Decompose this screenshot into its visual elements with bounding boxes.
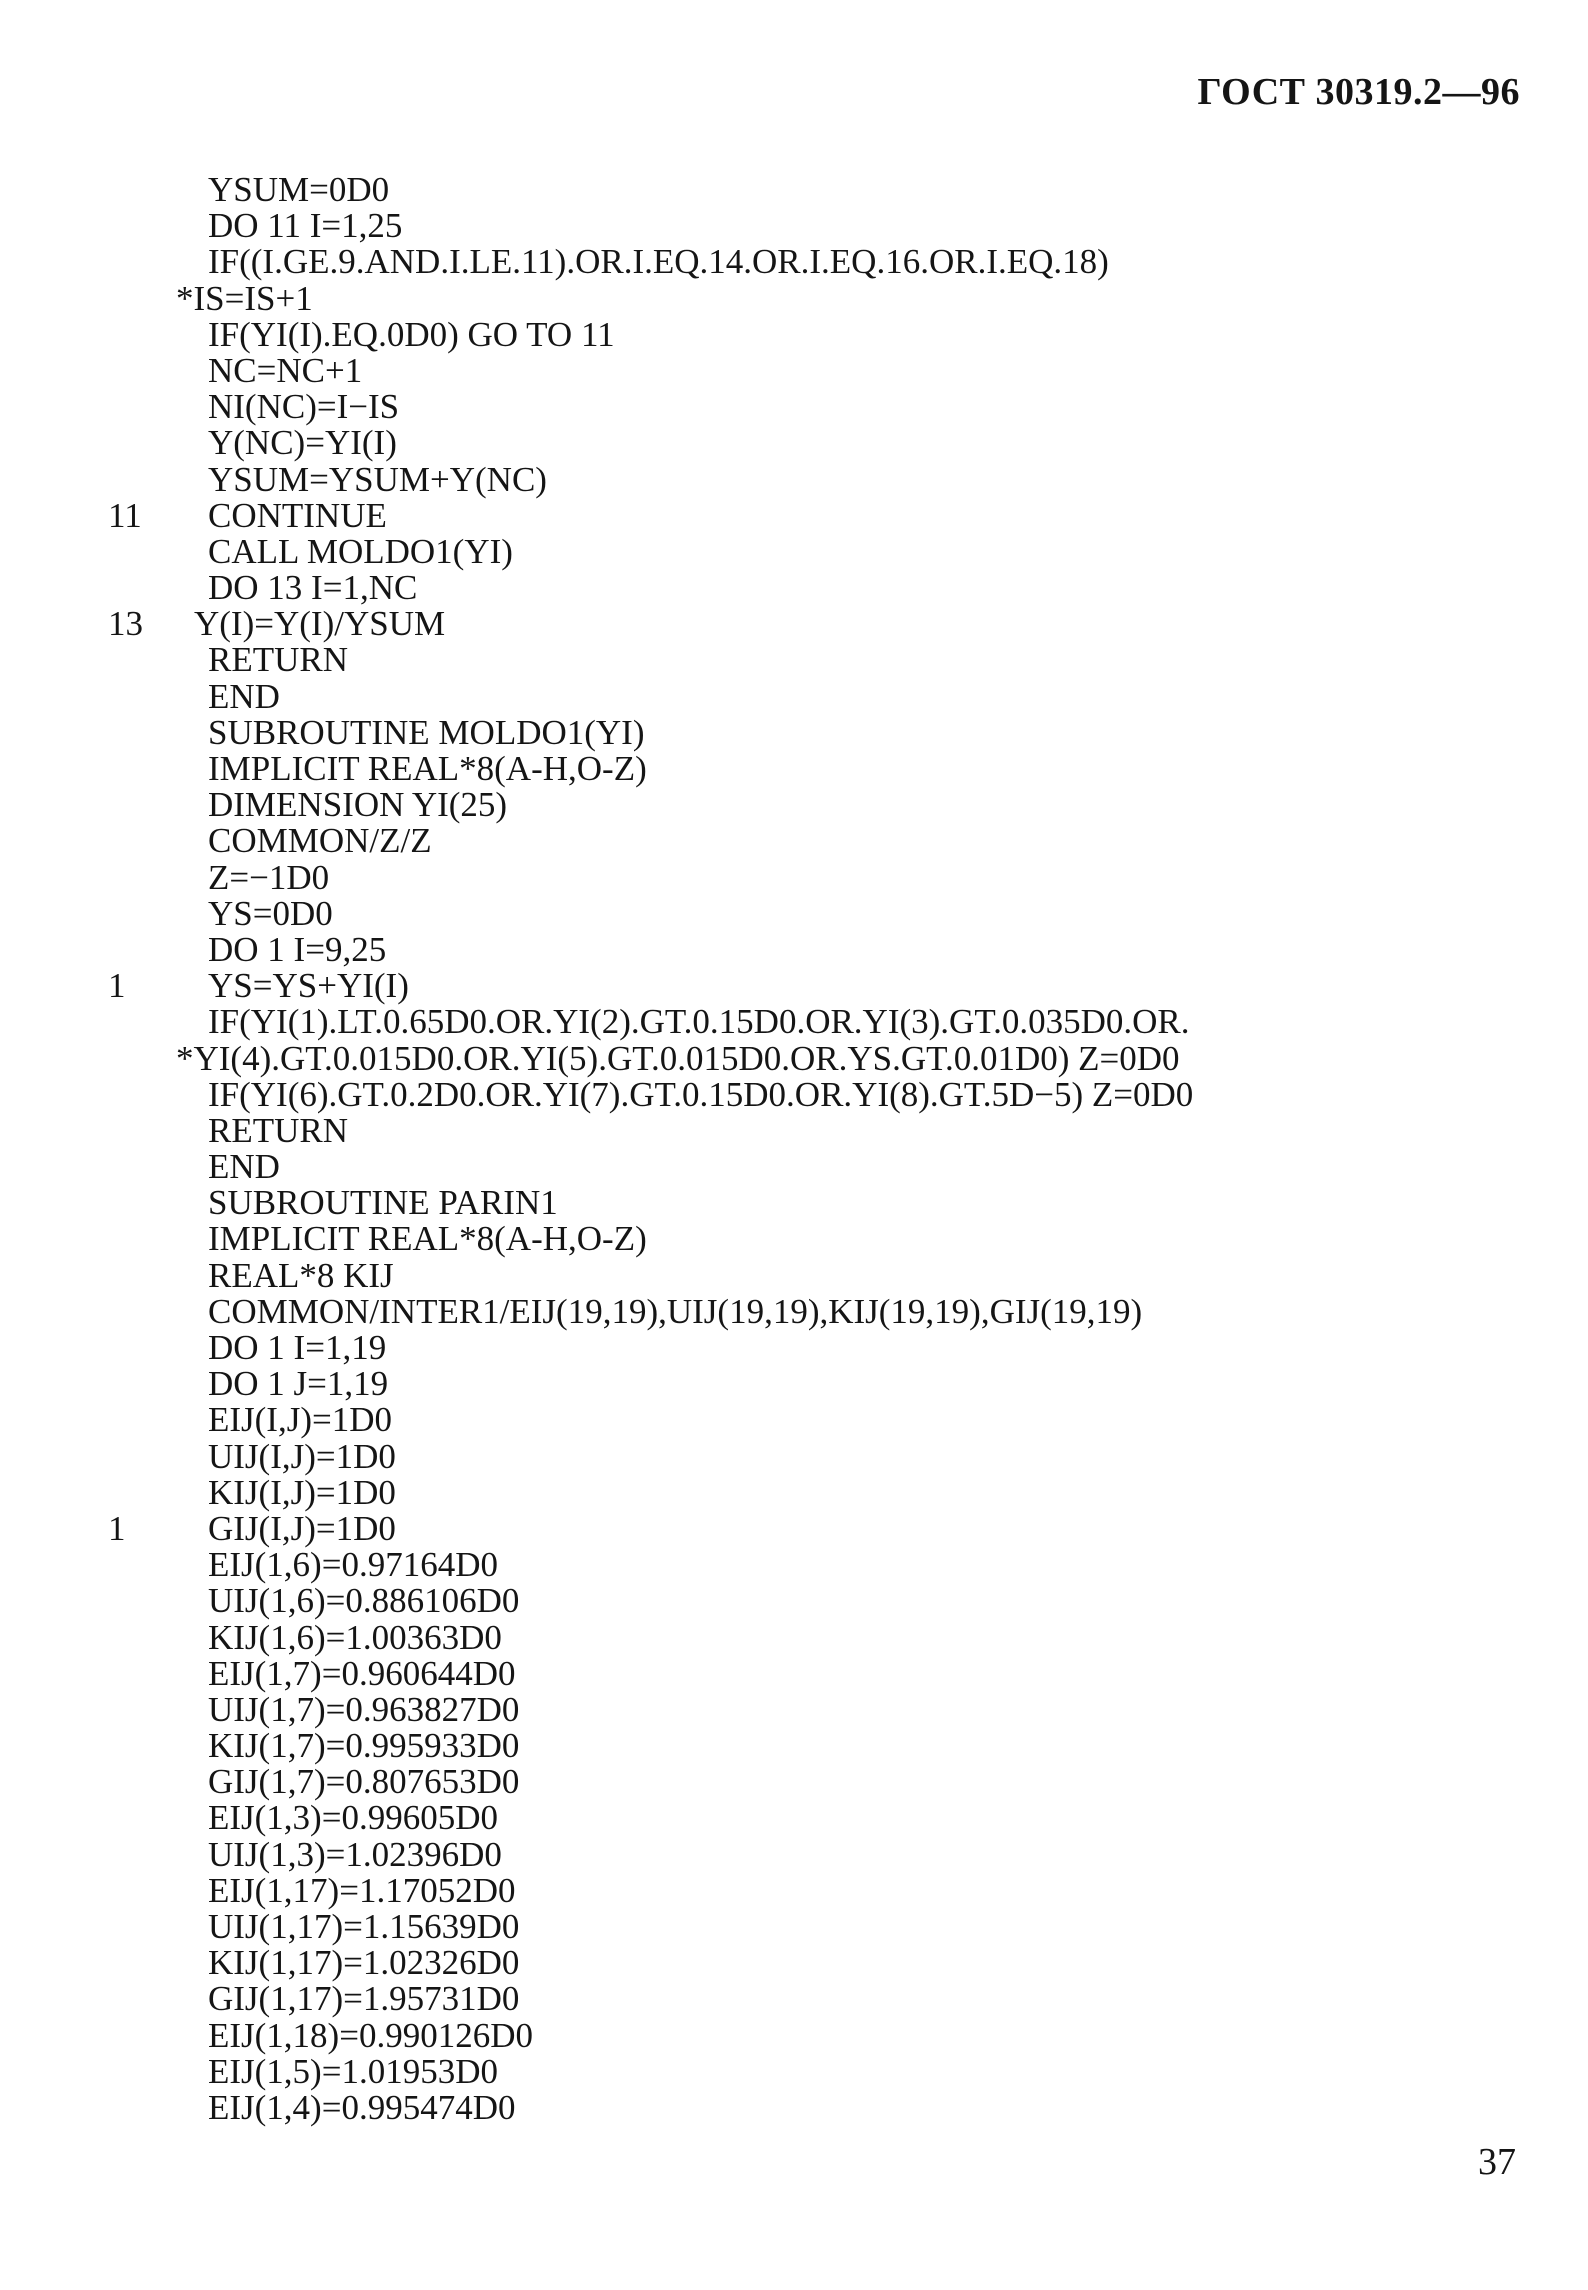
code-line <box>108 244 1528 280</box>
code-statement: CALL MOLDO1(YI) <box>208 531 513 571</box>
document-header <box>1197 70 1520 114</box>
code-statement: IF((I.GE.9.AND.I.LE.11).OR.I.EQ.14.OR.I.EQ.16.OR.I.EQ.18) <box>208 242 1109 282</box>
code-statement: SUBROUTINE PARIN1 <box>208 1183 558 1223</box>
code-line <box>108 1945 1528 1981</box>
code-statement: IMPLICIT REAL*8(A-H,O-Z) <box>208 1219 647 1259</box>
code-statement: UIJ(1,3)=1.02396D0 <box>208 1834 502 1874</box>
code-line <box>108 2087 1528 2127</box>
code-line <box>108 893 1528 933</box>
code-statement: *IS=IS+1 <box>176 278 313 318</box>
code-line <box>108 1149 1528 1185</box>
code-statement: NC=NC+1 <box>208 350 363 390</box>
code-line <box>108 712 1528 752</box>
code-statement: KIJ(1,7)=0.995933D0 <box>208 1726 520 1766</box>
code-statement: YS=0D0 <box>208 893 333 933</box>
code-statement: RETURN <box>208 640 348 680</box>
statement-label: 1 <box>108 966 126 1006</box>
code-line <box>108 1436 1528 1476</box>
code-statement: IF(YI(I).EQ.0D0) GO TO 11 <box>208 314 615 354</box>
code-line <box>108 531 1528 571</box>
code-line <box>108 208 1528 244</box>
code-statement: EIJ(1,17)=1.17052D0 <box>208 1870 516 1910</box>
code-statement: EIJ(1,7)=0.960644D0 <box>208 1653 516 1693</box>
code-statement: NI(NC)=I−IS <box>208 387 400 427</box>
code-line <box>108 570 1528 606</box>
code-statement: END <box>208 1147 280 1187</box>
code-line <box>108 1402 1528 1438</box>
code-line <box>108 968 1528 1004</box>
code-line <box>108 857 1528 897</box>
code-statement: EIJ(1,18)=0.990126D0 <box>208 2015 533 2055</box>
code-statement: GIJ(I,J)=1D0 <box>208 1508 396 1548</box>
code-statement: IF(YI(6).GT.0.2D0.OR.YI(7).GT.0.15D0.OR.YI(8).GT.5D−5) Z=0D0 <box>208 1074 1194 1114</box>
statement-label: 13 <box>108 604 143 644</box>
code-line <box>108 1728 1528 1764</box>
code-statement: GIJ(1,17)=1.95731D0 <box>208 1979 520 2019</box>
code-line <box>108 1653 1528 1693</box>
code-statement: DO 11 I=1,25 <box>208 206 403 246</box>
code-line <box>108 787 1528 823</box>
code-statement: COMMON/Z/Z <box>208 821 432 861</box>
code-statement: YS=YS+YI(I) <box>208 966 409 1006</box>
code-line <box>108 2015 1528 2055</box>
code-statement: SUBROUTINE MOLDO1(YI) <box>208 712 645 752</box>
code-line <box>108 1834 1528 1874</box>
code-statement: Z=−1D0 <box>208 857 330 897</box>
code-statement: KIJ(1,6)=1.00363D0 <box>208 1617 502 1657</box>
code-statement: UIJ(I,J)=1D0 <box>208 1436 396 1476</box>
code-statement: DO 1 I=9,25 <box>208 929 387 969</box>
code-line <box>108 676 1528 716</box>
code-statement: EIJ(1,4)=0.995474D0 <box>208 2087 516 2127</box>
code-statement: EIJ(1,6)=0.97164D0 <box>208 1545 498 1585</box>
code-line <box>108 1074 1528 1114</box>
code-line <box>108 2051 1528 2091</box>
code-statement: DO 1 J=1,19 <box>208 1364 389 1404</box>
code-statement: *YI(4).GT.0.015D0.OR.YI(5).GT.0.015D0.OR.YS.GT.0.01D0) Z=0D0 <box>176 1038 1180 1078</box>
fortran-listing <box>108 172 1528 2126</box>
code-statement: UIJ(1,7)=0.963827D0 <box>208 1689 520 1729</box>
code-statement: EIJ(1,5)=1.01953D0 <box>208 2051 498 2091</box>
code-line <box>108 1291 1528 1331</box>
code-statement: DO 1 I=1,19 <box>208 1328 387 1367</box>
page-number: 37 <box>1478 2141 1516 2183</box>
code-line <box>108 1255 1528 1295</box>
code-statement: DIMENSION YI(25) <box>208 785 508 825</box>
code-line <box>108 1366 1528 1402</box>
code-line <box>108 350 1528 390</box>
code-line <box>108 1330 1528 1366</box>
code-statement: END <box>208 676 280 716</box>
code-line <box>108 459 1528 499</box>
statement-label: 11 <box>108 495 142 535</box>
code-line <box>108 1221 1528 1257</box>
code-line <box>108 1689 1528 1729</box>
code-line <box>108 1472 1528 1512</box>
code-statement: Y(NC)=YI(I) <box>208 423 397 463</box>
code-statement: UIJ(1,17)=1.15639D0 <box>208 1907 520 1946</box>
code-statement: IF(YI(1).LT.0.65D0.OR.YI(2).GT.0.15D0.OR.YI(3).GT.0.035D0.OR. <box>208 1002 1190 1042</box>
code-statement: KIJ(I,J)=1D0 <box>208 1472 396 1512</box>
code-statement: REAL*8 KIJ <box>208 1255 394 1295</box>
code-statement: YSUM=YSUM+Y(NC) <box>208 459 547 499</box>
code-line <box>108 1110 1528 1150</box>
code-statement: Y(I)=Y(I)/YSUM <box>194 604 446 644</box>
code-line <box>108 1547 1528 1583</box>
code-statement: KIJ(1,17)=1.02326D0 <box>208 1943 520 1983</box>
code-line <box>108 642 1528 678</box>
code-line <box>108 606 1528 642</box>
code-line <box>108 751 1528 787</box>
code-statement: EIJ(I,J)=1D0 <box>208 1400 393 1440</box>
code-statement: CONTINUE <box>208 495 387 535</box>
code-line <box>108 1617 1528 1657</box>
code-line <box>108 823 1528 859</box>
code-statement: UIJ(1,6)=0.886106D0 <box>208 1581 520 1621</box>
code-statement: DO 13 I=1,NC <box>208 568 418 608</box>
code-statement: IMPLICIT REAL*8(A-H,O-Z) <box>208 749 647 788</box>
code-line <box>108 172 1528 208</box>
code-line <box>108 1038 1528 1078</box>
code-line <box>108 389 1528 425</box>
code-line <box>108 1508 1528 1548</box>
code-line <box>108 495 1528 535</box>
code-line <box>108 1764 1528 1800</box>
code-statement: COMMON/INTER1/EIJ(19,19),UIJ(19,19),KIJ(19,19),GIJ(19,19) <box>208 1291 1143 1331</box>
code-statement: GIJ(1,7)=0.807653D0 <box>208 1762 520 1802</box>
code-line <box>108 1800 1528 1836</box>
code-line <box>108 1981 1528 2017</box>
standard-title: ГОСТ 30319.2—96 <box>1197 71 1520 113</box>
code-statement: EIJ(1,3)=0.99605D0 <box>208 1798 498 1838</box>
code-line <box>108 929 1528 969</box>
statement-label: 1 <box>108 1508 126 1548</box>
code-line <box>108 1909 1528 1945</box>
code-line <box>108 1004 1528 1040</box>
code-line <box>108 1870 1528 1910</box>
code-line <box>108 1185 1528 1221</box>
code-line <box>108 1583 1528 1619</box>
code-statement: YSUM=0D0 <box>208 170 390 209</box>
code-line <box>108 278 1528 318</box>
code-line <box>108 314 1528 354</box>
code-line <box>108 425 1528 461</box>
code-statement: RETURN <box>208 1110 348 1150</box>
